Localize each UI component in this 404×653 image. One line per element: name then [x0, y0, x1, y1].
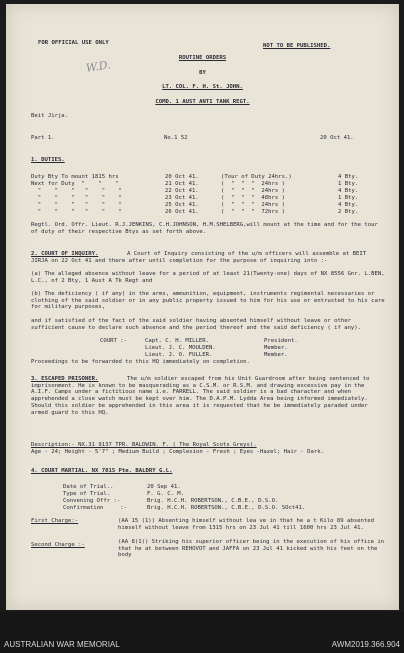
unit-name: COMD. 1 AUST ANTI TANK REGT. [155, 99, 250, 105]
duty-label: Duty Bty To mount 1815 hrs [31, 174, 119, 180]
court-member-name: Lieut. J. O. FULLER. [145, 352, 213, 358]
duty-battery: 1 Bty. [338, 195, 359, 201]
court-martial-field-label: Confirmation :- [63, 505, 127, 511]
court-member-role: President. [264, 338, 298, 344]
duty-row [31, 188, 386, 195]
duties-heading: 1. DUTIES. [31, 157, 65, 163]
duty-row [31, 174, 386, 181]
duty-tour: (Tour of Duty 24hrs.) [221, 174, 292, 180]
duty-battery: 1 Bty. [338, 181, 359, 187]
escaped-prisoner-heading: 3. ESCAPED PRISONER. [31, 376, 99, 382]
escaped-prisoner-text: The u/m soldier escaped from his Unit Guardroom after being sentenced to imprisonment. He is known to be masquerading as a C.S.M. or R.S.M. and drawing excessive pay in the A.I.F. Camps under a fictitious name i.e. FARRELL. The said soldier is a bad character and when apprehended a close watch must be kept over him. The D.A.P.M. Lydda Area being informed immediately. Should this soldier be apprehended in this area it is requested that he be immediately paraded under armed guard to this HQ. [31, 376, 370, 416]
court-inquiry-heading: 2. COURT OF INQUIRY. [31, 251, 99, 257]
official-use-label: FOR OFFICIAL USE ONLY [38, 40, 109, 46]
court-member-role: Member. [264, 345, 288, 351]
court-martial-field-label: Type of Trial. [63, 491, 111, 497]
duty-tour: ( " " " 24hrs ) [221, 181, 285, 187]
court-martial-field-value: Brig. H.C.H. ROBERTSON., C.B.E., D.S.O. [147, 498, 279, 504]
archive-reference: AWM2019.366.904 [331, 640, 400, 649]
duty-battery: 4 Bty. [338, 174, 359, 180]
first-charge-text: (AA 15 (1)) Absenting himself without lea ve in that he a t Kilo 89 absented himself without leave from 1315 hrs on 23 Jul 41 till 1600 hrs 23 Jul 41. [118, 518, 374, 531]
court-martial-field-value: Brig. H.C.H. ROBERTSON., C.B.E., D.S.O. SOct41. [147, 505, 306, 511]
court-member-name: Capt. C. H. MILLER. [145, 338, 209, 344]
duty-tour: ( " " " 24hrs ) [221, 188, 285, 194]
prisoner-description: Description:- NX.31 9137 TPR. BALDWIN. F. ( The Royal Scots Greys). [31, 442, 257, 448]
place-label: Beit Jirja. [31, 113, 69, 119]
court-martial-field-value: F. G. C. M. [147, 491, 185, 497]
officer-name: LT. COL. F. H. St. JOHN. [162, 84, 243, 90]
duty-row [31, 195, 386, 202]
duty-battery: 2 Bty. [338, 209, 359, 215]
duty-label: " " " " " " [31, 202, 122, 208]
duty-date: 20 Oct 41. [165, 174, 199, 180]
second-charge-text: (AA 8(1)) Striking his superior officer being in the execution of his office in that he at between REHOVOT and JAFFA on 23 Jul 41 kicked with his feet on the body [118, 539, 385, 559]
duty-tour: ( " " " 24hrs ) [221, 202, 285, 208]
first-charge-label: First Charge:- [31, 518, 79, 524]
court-martial-field-value: 20 Sep 41. [147, 484, 181, 490]
duty-tour: ( " " " 72hrs ) [221, 209, 285, 215]
order-number: No.1 52 [164, 135, 188, 141]
duty-date: 21 Oct 41. [165, 181, 199, 187]
document-page [6, 4, 399, 610]
court-martial-field-label: Date of Trial.. [63, 484, 114, 490]
archive-footer [0, 612, 404, 653]
court-label: COURT :- [100, 338, 127, 344]
court-inquiry-item-b: (b) The deficiency ( if any) in the arms, ammunition, equipment, instruments regimental necessaries or clothing of the said soldier or in any public property issued to him for his use or entrusted to his care for military purposes, [31, 291, 385, 311]
order-date: 20 Oct 41. [320, 135, 354, 141]
duty-battery: 4 Bty. [338, 202, 359, 208]
duty-label: Next for Duty " " " [31, 181, 119, 187]
duty-row [31, 181, 386, 188]
court-inquiry-closing: Proceedings to be forwarded to this HQ immediately on completion. [31, 359, 250, 365]
pencil-annotation: W.D. [85, 58, 112, 75]
court-inquiry-finding: and if satisfied of the fact of the said soldier having absented himself without leave or other sufficient cause to declare such absence and the period thereof and the said deficiency ( if any). [31, 318, 362, 331]
second-charge-label: Second Charge :- [31, 542, 85, 548]
court-member-name: Lieut. J. C. MOULDEN. [145, 345, 216, 351]
duty-battery: 4 Bty. [338, 188, 359, 194]
duty-row [31, 209, 386, 216]
court-martial-heading: 4. COURT MARTIAL. NX 7815 Pte. BALDRY G.L. [31, 468, 173, 474]
duty-label: " " " " " " [31, 209, 122, 215]
not-published-label: NOT TO BE PUBLISHED. [263, 43, 331, 49]
duty-label: " " " " " " [31, 195, 122, 201]
court-member-role: Member. [264, 352, 288, 358]
court-martial-field-label: Convening Offr :- [63, 498, 121, 504]
duty-label: " " " " " " [31, 188, 122, 194]
court-inquiry-item-a: (a) The alleged absence without leave for a period of at least 21(Twenty-one) days of NX 8556 Gnr. L.BEN, L.C., of 2 Bty, 1 Aust A Tk Regt and [31, 271, 385, 284]
duty-tour: ( " " " 48hrs ) [221, 195, 285, 201]
duty-date: 23 Oct 41. [165, 195, 199, 201]
part-label: Part 1. [31, 135, 55, 141]
document-title: ROUTINE ORDERS [178, 55, 227, 61]
prisoner-physical: Age - 24; Height - 5'7" ; Medium Build ; Complexion - Fresh ; Eyes -Hazel; Hair - Dark. [31, 449, 324, 455]
duty-date: 22 Oct 41. [165, 188, 199, 194]
duties-note: Regtl. Ord. Offr. Lieut. R.J.JENKINS, C.H.JOHNSON, H.M.SHELBERG,will mount at the time and for the tour of duty of their respective Btys as set forth above. [31, 222, 378, 235]
duty-row [31, 202, 386, 209]
duty-date: 25 Oct 41. [165, 202, 199, 208]
by-label: BY [199, 70, 206, 76]
court-inquiry-intro: A Court of Inquiry consisting of the u/m officers will assemble at BEIT JIRJA on 22 Oct 41 and there after until completion for the purpose of inquiring into :- [31, 251, 367, 264]
duty-date: 26 Oct 41. [165, 209, 199, 215]
archive-name: AUSTRALIAN WAR MEMORIAL [4, 640, 120, 649]
